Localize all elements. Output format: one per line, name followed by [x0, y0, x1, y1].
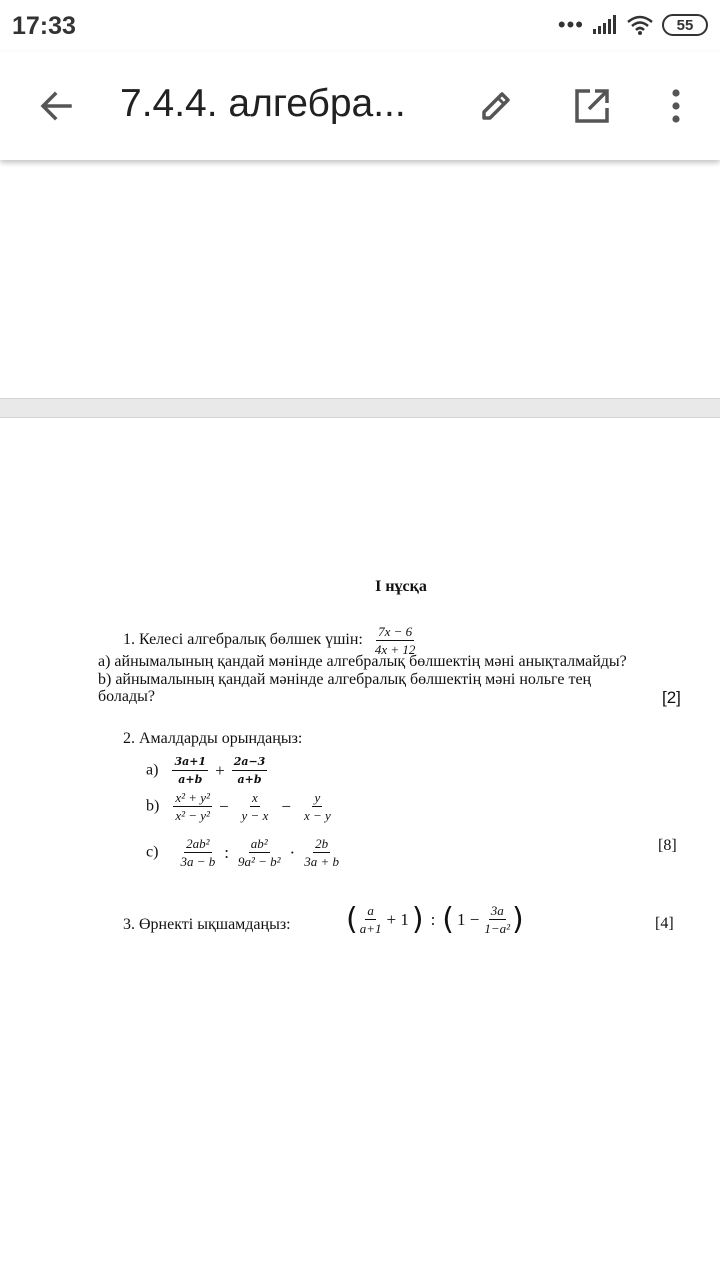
q1-fraction-num: 7x − 6	[378, 624, 413, 639]
q2-b-frac1-num: x² + y²	[175, 790, 210, 805]
q2-b-frac1-den: x² − y²	[175, 808, 210, 823]
q2-a-frac2-den: a+b	[237, 773, 262, 786]
q2-a-frac1-num: 3a+1	[172, 754, 208, 771]
status-bar	[0, 0, 720, 52]
q2-c-frac3	[302, 836, 341, 869]
q2-c-frac1	[178, 836, 217, 869]
q3-frac2-den: 1−a²	[484, 921, 511, 936]
q3-paren-open-1: (	[346, 902, 358, 937]
status-icons	[558, 14, 708, 36]
wifi-icon	[626, 14, 654, 36]
q2-a-frac1-den: a+b	[178, 773, 203, 786]
q2-b-op1: −	[218, 796, 229, 816]
q3-plus-one: + 1	[386, 909, 409, 929]
q2-c-label: c)	[146, 843, 159, 861]
q3-paren-close-2: )	[512, 902, 524, 937]
q1-score: [2]	[662, 688, 681, 707]
q3-frac2-num: 3a	[490, 903, 504, 918]
q2-c-op2: ·	[289, 842, 296, 862]
q2-b-frac2-den: y − x	[241, 808, 269, 823]
arrow-left-icon	[38, 88, 74, 124]
q2-score: [8]	[658, 837, 677, 854]
variant-title: І нұсқа	[375, 578, 427, 595]
q2-a-row	[146, 754, 267, 787]
q2-c-frac1-den: 3a − b	[180, 854, 216, 869]
q2-c-frac3-den: 3a + b	[304, 854, 339, 869]
open-external-button[interactable]	[558, 72, 626, 140]
signal-icon	[592, 15, 618, 35]
q2-c-frac2	[236, 836, 283, 869]
pencil-icon	[476, 86, 516, 126]
q3-frac2	[482, 903, 512, 936]
q2-b-label: b)	[146, 797, 160, 815]
q2-b-frac3	[302, 790, 333, 823]
q2-a-frac1	[172, 754, 208, 787]
q2-c-op1: :	[224, 842, 229, 862]
q2-a-label: a)	[146, 761, 159, 779]
more-options-button[interactable]	[642, 72, 710, 140]
q3-one-minus: 1 −	[457, 909, 480, 929]
back-button[interactable]	[22, 72, 90, 140]
q2-a-frac2-num: 2a−3	[232, 754, 268, 771]
q2-a-frac2	[232, 754, 268, 787]
q2-b-row	[146, 790, 333, 823]
q3-colon: :	[430, 909, 436, 929]
q1-part-b-line1: b) айнымалының қандай мәнінде алгебралық бөлшектің мәні нольге тең	[98, 671, 592, 688]
q3-expression	[346, 902, 524, 937]
q2-b-op2: −	[281, 796, 291, 816]
q1-prompt-text: 1. Келесі алгебралық бөлшек үшін:	[123, 631, 363, 649]
q3-prompt: 3. Өрнекті ықшамдаңыз:	[123, 916, 291, 933]
status-time: 17:33	[12, 12, 76, 40]
q2-b-frac3-den: x − y	[303, 808, 331, 823]
edit-button[interactable]	[462, 72, 530, 140]
document-viewer[interactable]	[0, 160, 720, 1280]
notification-dots: •••	[557, 12, 584, 37]
app-bar	[0, 52, 720, 160]
q3-paren-open-2: (	[442, 902, 455, 937]
document-page	[0, 418, 720, 1280]
q3-frac1	[358, 903, 384, 936]
q2-prompt: 2. Амалдарды орындаңыз:	[123, 730, 303, 747]
q1-part-a: а) айнымалының қандай мәнінде алгебралық бөлшектің мәні анықталмайды?	[98, 653, 627, 670]
q2-b-frac2	[240, 790, 271, 823]
q2-a-op: +	[215, 760, 225, 780]
battery-level: 55	[676, 16, 694, 34]
q2-c-frac2-den: 9a² − b²	[237, 854, 281, 869]
q2-b-frac1	[173, 790, 212, 823]
q2-c-frac3-num: 2b	[315, 836, 329, 851]
q2-c-frac2-num: ab²	[250, 836, 268, 851]
q2-c-frac1-num: 2ab²	[186, 836, 210, 851]
q1-part-b-line2: болады?	[98, 688, 156, 705]
more-vert-icon	[670, 88, 682, 124]
q2-b-frac3-num: y	[314, 790, 321, 805]
q3-frac1-num: a	[367, 903, 374, 918]
q1-fraction-den: 4x + 12	[374, 642, 416, 657]
q3-paren-close-1: )	[411, 902, 424, 937]
q2-b-frac2-num: x	[252, 790, 258, 805]
open-external-icon	[572, 86, 612, 126]
q3-score: [4]	[655, 915, 674, 932]
battery-icon	[662, 14, 708, 36]
page-separator	[0, 398, 720, 418]
q3-frac1-den: a+1	[359, 921, 382, 936]
document-title: 7.4.4. алгебра...	[120, 82, 406, 125]
q2-c-row	[146, 836, 341, 869]
